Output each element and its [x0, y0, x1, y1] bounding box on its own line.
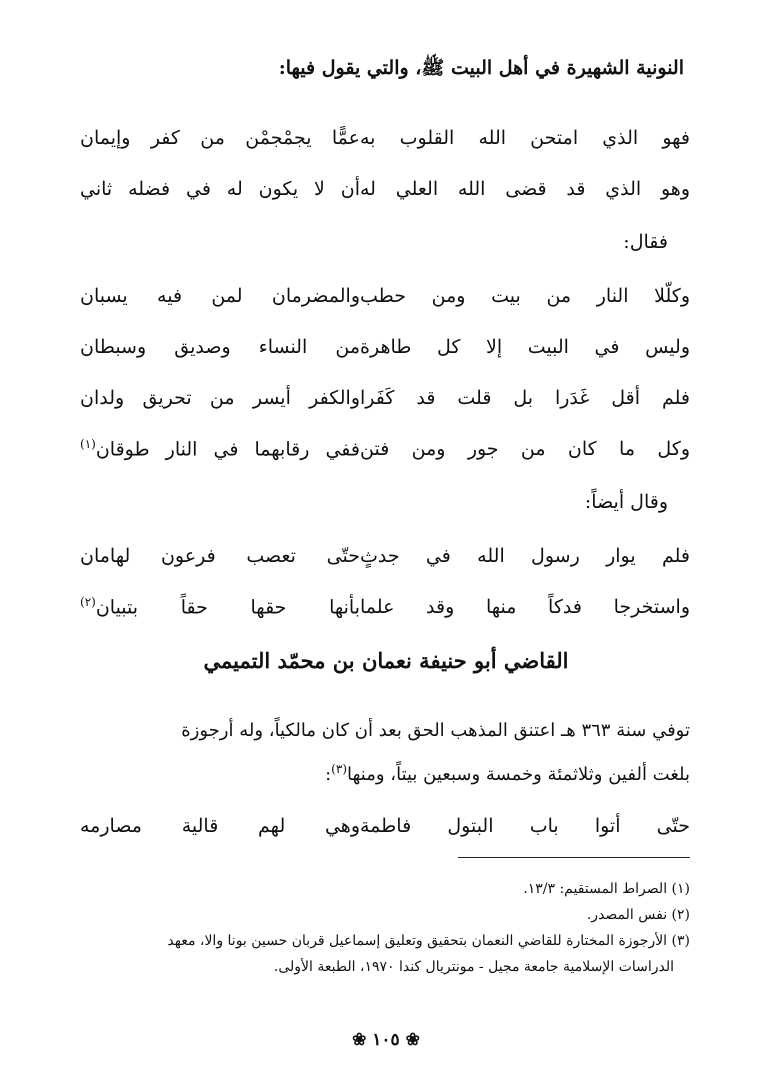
verse-row — [80, 163, 690, 214]
paragraph-text: بلغت ألفين وثلاثمئة وخمسة وسبعين بيتاً، ومنها — [347, 764, 690, 785]
verse-row — [80, 581, 690, 632]
verse-second-hemistich: وهي لهم قالية مصارمه — [80, 814, 360, 837]
verse-first-hemistich: وليس في البيت إلا كل طاهرة — [360, 335, 690, 358]
verse-first-hemistich: فلم يوار رسول الله في جدثٍ — [360, 544, 690, 567]
verse-first-hemistich: واستخرجا فدكاً منها وقد علما — [360, 595, 690, 618]
verse-row — [80, 423, 690, 474]
verse-row — [80, 372, 690, 423]
footnote-3-continued: الدراسات الإسلامية جامعة مجيل - مونتريال كندا ١٩٧٠، الطبعة الأولى. — [273, 959, 674, 975]
paragraph-line: توفي سنة ٣٦٣ هـ اعتنق المذهب الحق بعد أن كان مالكياً، وله أرجوزة — [181, 720, 690, 741]
verse-second-hemistich — [80, 595, 360, 618]
paragraph-line — [84, 750, 690, 794]
verse-first-hemistich: فلم أقل غَدَرا بل قلت قد كَفَرا — [360, 386, 690, 409]
body-paragraph — [84, 712, 690, 794]
verse-second-hemistich: عمًّا يجمْجمْن من كفر وإيمان — [80, 126, 360, 149]
footnote-ref: (١) — [80, 436, 96, 451]
ornament-right-icon: ❀ — [352, 1030, 367, 1050]
verse-second-hemistich: والمضرمان لمن فيه يسبان — [80, 284, 360, 307]
intro-line: النونية الشهيرة في أهل البيت ﷺ، والتي يقول فيها: — [278, 57, 684, 79]
verse-first-hemistich: وكل ما كان من جور ومن فتن — [360, 437, 690, 460]
verse-first-hemistich: وكلّلا النار من بيت ومن حطب — [360, 284, 690, 307]
page-number — [0, 1030, 772, 1050]
verse-row — [80, 270, 690, 321]
verse-second-hemistich: حتّى تعصب فرعون لهامان — [80, 544, 360, 567]
verse-row — [80, 800, 690, 851]
verse-intro-label: وقال أيضاً: — [584, 491, 668, 513]
footnote-3: (٣) الأرجوزة المختارة للقاضي النعمان بتحقيق وتعليق إسماعيل قربان حسين بونا والا، معهد — [167, 933, 690, 949]
paragraph-tail: : — [325, 764, 332, 785]
verse-second-hemistich — [80, 437, 360, 460]
verse-first-hemistich: حتّى أتوا باب البتول فاطمة — [360, 814, 690, 837]
verse-first-hemistich: وهو الذي قد قضى الله العلي له — [360, 177, 690, 200]
poem-block — [80, 800, 690, 851]
verse-second-hemistich: والكفر أيسر من تحريق ولدان — [80, 386, 360, 409]
verse-text: ففي رقابهما في النار طوقان — [95, 438, 360, 461]
ornament-left-icon: ❀ — [405, 1030, 420, 1050]
verse-second-hemistich: أن لا يكون له في فضله ثاني — [80, 177, 360, 200]
verse-second-hemistich: من النساء وصديق وسبطان — [80, 335, 360, 358]
footnote-2: (٢) نفس المصدر. — [586, 907, 690, 923]
verse-row — [80, 112, 690, 163]
verse-intro-label: فقال: — [623, 231, 668, 253]
verse-row — [80, 530, 690, 581]
footnote-ref: (٣) — [331, 762, 347, 776]
footnote-divider — [458, 857, 690, 858]
footnotes — [82, 876, 690, 980]
page-number-value: ١٠٥ — [372, 1030, 400, 1050]
verse-first-hemistich: فهو الذي امتحن الله القلوب به — [360, 126, 690, 149]
verse-text: بأنها حقها حقاً بتبيان — [95, 596, 360, 619]
footnote-ref: (٢) — [80, 594, 96, 609]
poem-block — [80, 112, 690, 632]
verse-row — [80, 321, 690, 372]
section-heading: القاضي أبو حنيفة نعمان بن محمّد التميمي — [203, 648, 569, 673]
footnote-1: (١) الصراط المستقيم: ١٣/٣. — [523, 881, 690, 897]
